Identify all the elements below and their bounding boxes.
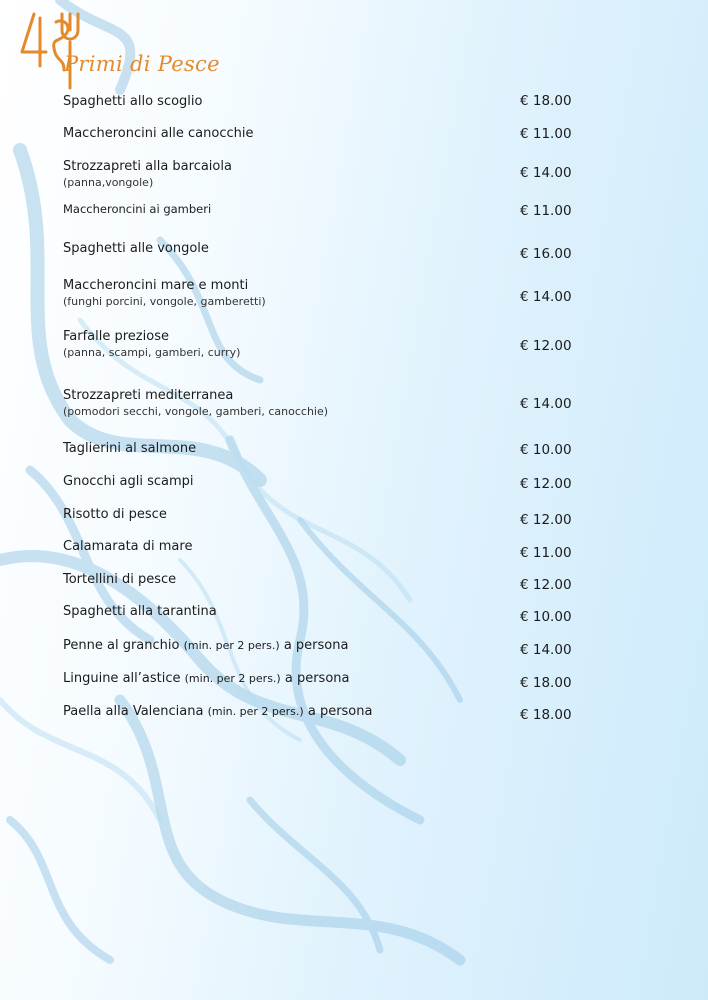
menu-item-price: € 14.00: [520, 165, 572, 181]
menu-item: [63, 440, 196, 457]
menu-item-name: Paella alla Valenciana: [63, 704, 204, 719]
menu-item: [63, 571, 176, 588]
menu-item-name: Tortellini di pesce: [63, 572, 177, 587]
menu-item: [63, 93, 202, 110]
menu-item: [63, 703, 372, 720]
menu-item-description: (funghi porcini, vongole, gamberetti): [63, 295, 266, 308]
menu-item: [63, 538, 192, 555]
menu-item-price: € 10.00: [520, 442, 572, 458]
menu-item-name: Farfalle preziose: [63, 329, 169, 344]
menu-item-suffix: a persona: [284, 671, 350, 686]
menu-item-price: € 18.00: [520, 707, 572, 723]
menu-item-price: € 12.00: [520, 338, 572, 354]
menu-item-name: Penne al granchio: [63, 638, 180, 653]
menu-item-price: € 12.00: [520, 512, 572, 528]
menu-item-name: Risotto di pesce: [63, 507, 167, 522]
menu-item: [63, 277, 266, 309]
menu-item-price: € 11.00: [520, 126, 572, 142]
menu-item-price: € 11.00: [520, 203, 572, 219]
menu-item-name: Linguine all’astice: [63, 671, 181, 686]
menu-item-name: Calamarata di mare: [63, 539, 193, 554]
menu-item-suffix: a persona: [307, 704, 373, 719]
menu-item-price: € 10.00: [520, 609, 572, 625]
menu-item: [63, 387, 328, 419]
menu-item: [63, 158, 232, 190]
menu-item-name: Spaghetti alle vongole: [63, 241, 209, 256]
menu-item: [63, 670, 350, 687]
menu-item-name: Spaghetti alla tarantina: [63, 604, 217, 619]
menu-item-price: € 11.00: [520, 545, 572, 561]
menu-item-price: € 18.00: [520, 93, 572, 109]
menu-item-name: Gnocchi agli scampi: [63, 474, 194, 489]
menu-item-description: (pomodori secchi, vongole, gamberi, canocchie): [63, 405, 329, 418]
menu-item: [63, 603, 217, 620]
menu-item: [63, 506, 167, 523]
menu-item-price: € 12.00: [520, 577, 572, 593]
menu-item: [63, 637, 348, 654]
menu-item: [63, 201, 211, 218]
menu-item: [63, 328, 240, 360]
fork-logo-icon: [16, 8, 86, 90]
menu-item-name: Spaghetti allo scoglio: [63, 94, 203, 109]
menu-item: [63, 125, 253, 142]
menu-item-price: € 12.00: [520, 476, 572, 492]
menu-item-name: Maccheroncini alle canocchie: [63, 126, 254, 141]
menu-item-price: € 18.00: [520, 675, 572, 691]
menu-item-price: € 14.00: [520, 396, 572, 412]
menu-item-price: € 14.00: [520, 642, 572, 658]
menu-item-description: (panna,vongole): [63, 176, 154, 189]
menu-item-price: € 16.00: [520, 246, 572, 262]
section-title: Primi di Pesce: [64, 52, 220, 76]
menu-item: [63, 240, 209, 257]
menu-item-name: Maccheroncini ai gamberi: [63, 202, 212, 216]
menu-item-note: (min. per 2 pers.): [183, 639, 280, 652]
menu-item-name: Strozzapreti alla barcaiola: [63, 159, 232, 174]
menu-item-price: € 14.00: [520, 289, 572, 305]
menu-item-name: Maccheroncini mare e monti: [63, 278, 249, 293]
menu-item-note: (min. per 2 pers.): [184, 672, 281, 685]
menu-item-note: (min. per 2 pers.): [207, 705, 304, 718]
menu-item-name: Strozzapreti mediterranea: [63, 388, 234, 403]
menu-item-description: (panna, scampi, gamberi, curry): [63, 346, 241, 359]
menu-item: [63, 473, 194, 490]
menu-item-suffix: a persona: [283, 638, 349, 653]
menu-item-name: Taglierini al salmone: [63, 441, 197, 456]
